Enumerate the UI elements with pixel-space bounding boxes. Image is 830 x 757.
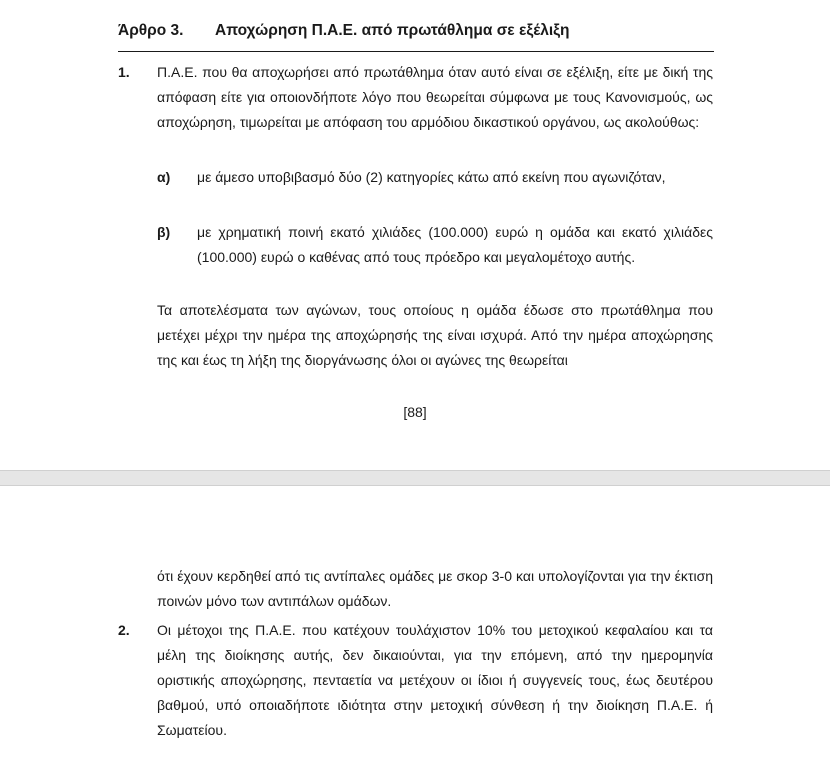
- continuation-paragraph: ότι έχουν κερδηθεί από τις αντίπαλες ομάδες με σκορ 3-0 και υπολογίζονται για την έκτιση ποινών μόνο των αντιπάλων ομάδων.: [157, 568, 713, 609]
- article-heading: [118, 20, 714, 52]
- item-1-marker: 1.: [118, 64, 130, 80]
- sub-item-a-paragraph: με άμεσο υποβιβασμό δύο (2) κατηγορίες κάτω από εκείνη που αγωνιζόταν,: [197, 169, 666, 185]
- page-number: [88]: [403, 404, 427, 420]
- results-paragraph: Τα αποτελέσματα των αγώνων, τους οποίους η ομάδα έδωσε στο πρωτάθλημα που μετέχει μέχρι την ημέρα της αποχώρησής της είναι ισχυρά. Από την ημέρα αποχώρησης της και έως τη λήξη της διοργάνωσης όλοι οι αγώνες της θεωρείται: [157, 302, 713, 368]
- document-page-89: [0, 486, 830, 757]
- sub-item-b-marker: β): [157, 224, 171, 240]
- page-separator: [0, 470, 830, 486]
- item-1-paragraph: Π.Α.Ε. που θα αποχωρήσει από πρωτάθλημα όταν αυτό είναι σε εξέλιξη, είτε με δική της απόφαση είτε για οποιονδήποτε λόγο που θεωρείται σύμφωνα με τους Κανονισμούς, ως αποχώρηση, τιμωρείται με απόφαση του αρμόδιου δικαστικού οργάνου, ως ακολούθως:: [157, 64, 713, 130]
- article-number: Άρθρο 3.: [118, 22, 184, 39]
- sub-item-a-marker: α): [157, 169, 171, 185]
- sub-item-b-paragraph: με χρηματική ποινή εκατό χιλιάδες (100.000) ευρώ η ομάδα και εκατό χιλιάδες (100.000) ευρώ ο καθένας από τους πρόεδρο και μεγαλομέτοχο αυτής.: [197, 224, 713, 265]
- item-2-paragraph: Οι μέτοχοι της Π.Α.Ε. που κατέχουν τουλάχιστον 10% του μετοχικού κεφαλαίου και τα μέλη της διοίκησης αυτής, δεν δικαιούνται, για την επόμενη, από την ημερομηνία οριστικής αποχώρησης, πενταετία να μετέχουν οι ίδιοι ή συγγενείς τους, έως δευτέρου βαθμού, υπό οποιαδήποτε ιδιότητα στην μετοχική σύνθεση ή την διοίκηση Π.Α.Ε. ή Σωματείου.: [157, 622, 713, 738]
- article-title: Αποχώρηση Π.Α.Ε. από πρωτάθλημα σε εξέλιξη: [215, 22, 570, 39]
- item-2-marker: 2.: [118, 622, 130, 638]
